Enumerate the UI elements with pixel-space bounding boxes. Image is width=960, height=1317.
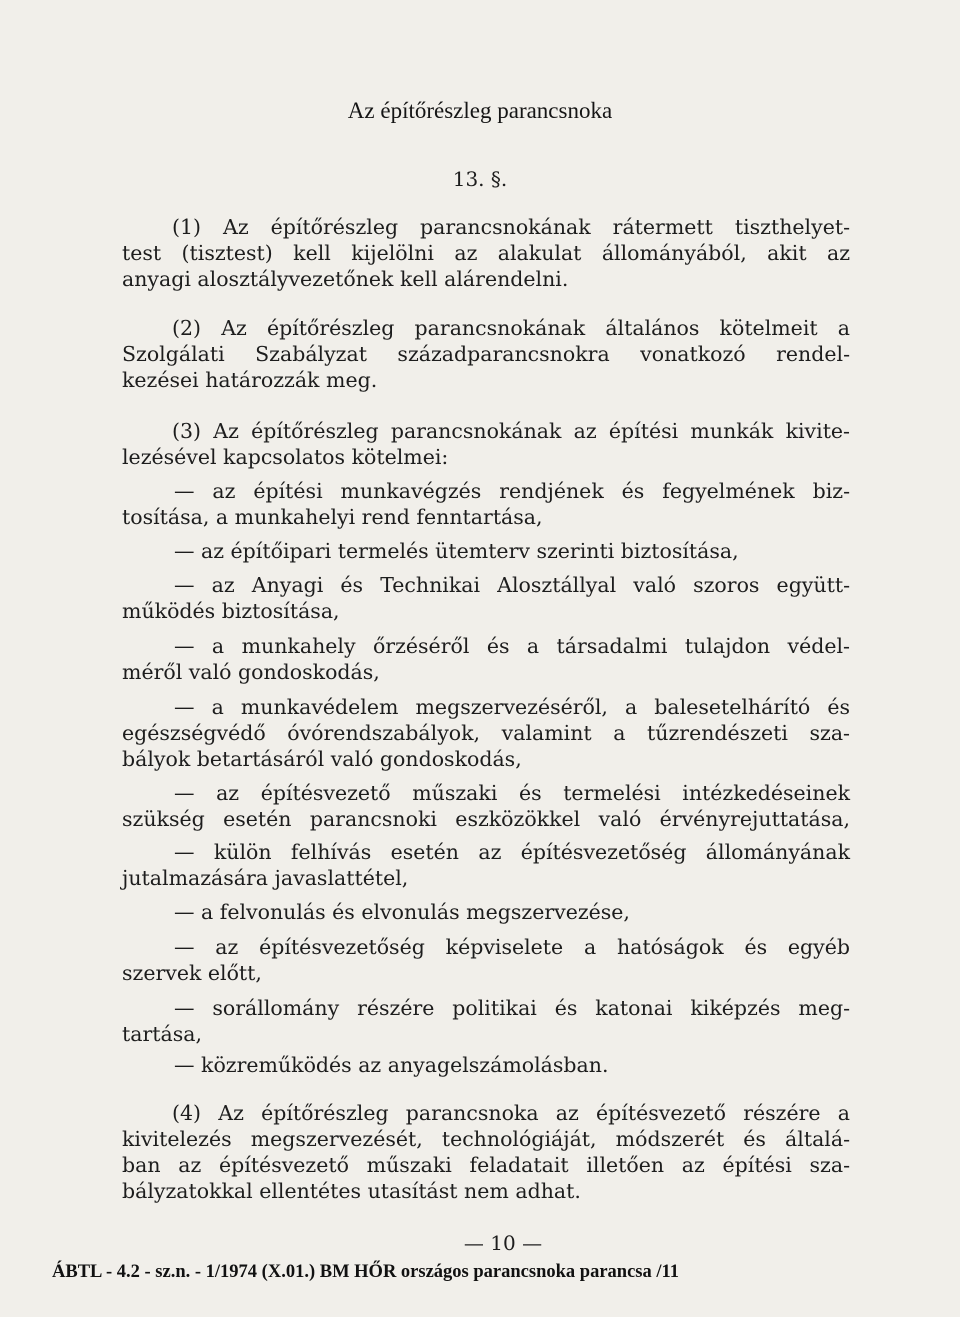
- text-line: működés biztosítása,: [122, 599, 340, 623]
- text-line: (1) Az építőrészleg parancsnokának rátermett tiszthelyet-: [172, 215, 850, 239]
- list-item: — az építési munkavégzés rendjének és fegyelmének biz-: [174, 479, 850, 503]
- list-item: — az építőipari termelés ütemterv szerinti biztosítása,: [174, 539, 739, 563]
- text-line: bályok betartásáról való gondoskodás,: [122, 747, 522, 771]
- text-line: bályzatokkal ellentétes utasítást nem adhat.: [122, 1179, 581, 1203]
- text-line: anyagi alosztályvezetőnek kell alárendelni.: [122, 267, 569, 291]
- text-line: kivitelezés megszervezését, technológiáját, módszerét és általá-: [122, 1127, 850, 1151]
- list-item: — a munkahely őrzéséről és a társadalmi tulajdon védel-: [174, 634, 850, 658]
- text-line: jutalmazására javaslattétel,: [122, 866, 409, 890]
- list-item: — külön felhívás esetén az építésvezetőség állományának: [174, 840, 850, 864]
- text-line: tosítása, a munkahelyi rend fenntartása,: [122, 505, 543, 529]
- list-item: — az Anyagi és Technikai Alosztállyal való szoros együtt-: [174, 573, 850, 597]
- text-line: (4) Az építőrészleg parancsnoka az építésvezető részére a: [172, 1101, 850, 1125]
- list-item: — az építésvezetőség képviselete a hatóságok és egyéb: [174, 935, 850, 959]
- text-line: (3) Az építőrészleg parancsnokának az építési munkák kivite-: [172, 419, 850, 443]
- text-line: Szolgálati Szabályzat századparancsnokra vonatkozó rendel-: [122, 342, 850, 366]
- archive-reference: ÁBTL - 4.2 - sz.n. - 1/1974 (X.01.) BM HŐR országos parancsnoka parancsa /11: [52, 1262, 679, 1282]
- text-line: (2) Az építőrészleg parancsnokának általános kötelmeit a: [172, 316, 850, 340]
- text-line: szükség esetén parancsnoki eszközökkel való érvényrejuttatása,: [122, 807, 850, 831]
- text-line: lezésével kapcsolatos kötelmei:: [122, 445, 449, 469]
- text-line: egészségvédő óvórendszabályok, valamint a tűzrendészeti sza-: [122, 721, 850, 745]
- text-line: ban az építésvezető műszaki feladatait illetően az építési sza-: [122, 1153, 850, 1177]
- page-number: — 10 —: [463, 1231, 543, 1255]
- text-line: kezései határozzák meg.: [122, 368, 378, 392]
- text-line: tartása,: [122, 1022, 202, 1046]
- page-title: Az építőrészleg parancsnoka: [347, 98, 613, 123]
- list-item: — a munkavédelem megszervezéséről, a balesetelhárító és: [174, 695, 850, 719]
- list-item: — az építésvezető műszaki és termelési intézkedéseinek: [174, 781, 850, 805]
- list-item: — közreműködés az anyagelszámolásban.: [174, 1053, 609, 1077]
- text-line: méről való gondoskodás,: [122, 660, 380, 684]
- section-number: 13. §.: [452, 167, 508, 191]
- text-line: szervek előtt,: [122, 961, 262, 985]
- list-item: — sorállomány részére politikai és katonai kiképzés meg-: [174, 996, 850, 1020]
- list-item: — a felvonulás és elvonulás megszervezése,: [174, 900, 630, 924]
- text-line: test (tisztest) kell kijelölni az alakulat állományából, akit az: [122, 241, 850, 265]
